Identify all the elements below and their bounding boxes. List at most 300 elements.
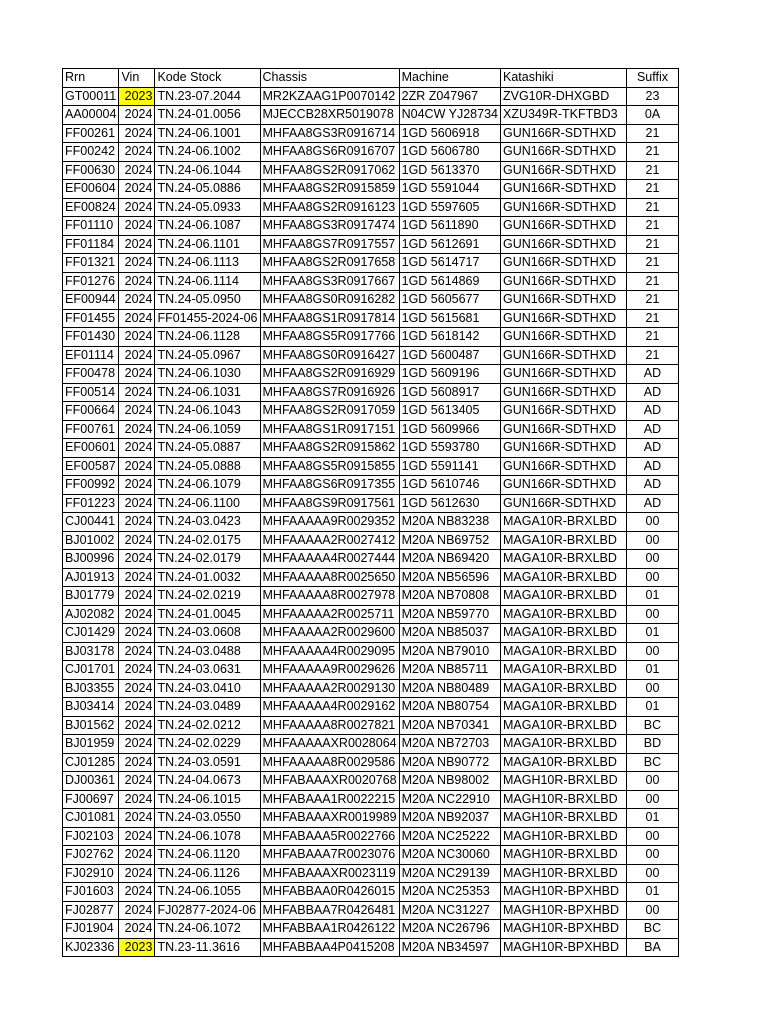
katashiki-cell: GUN166R-SDTHXD	[500, 124, 626, 143]
katashiki-cell: GUN166R-SDTHXD	[500, 383, 626, 402]
chassis-cell: MHFAAAAA2R0025711	[260, 605, 399, 624]
table-row	[63, 513, 679, 532]
vin-cell: 2024	[119, 846, 155, 865]
vin-cell: 2024	[119, 679, 155, 698]
katashiki-cell: MAGA10R-BRXLBD	[500, 624, 626, 643]
kode-stock-cell: TN.24-06.1128	[155, 328, 260, 347]
table-row	[63, 735, 679, 754]
katashiki-cell: GUN166R-SDTHXD	[500, 235, 626, 254]
rrn-cell: EF00944	[63, 291, 119, 310]
suffix-cell: BC	[626, 753, 678, 772]
vin-cell: 2024	[119, 809, 155, 828]
machine-cell: 1GD 5613405	[399, 402, 500, 421]
vin-cell: 2024	[119, 254, 155, 273]
katashiki-cell: MAGA10R-BRXLBD	[500, 716, 626, 735]
rrn-cell: BJ00996	[63, 550, 119, 569]
chassis-cell: MHFAAAAA9R0029626	[260, 661, 399, 680]
table-row	[63, 457, 679, 476]
vin-cell: 2024	[119, 272, 155, 291]
chassis-cell: MHFAA8GS9R0917561	[260, 494, 399, 513]
kode-stock-cell: TN.24-05.0888	[155, 457, 260, 476]
kode-stock-cell: TN.24-06.1059	[155, 420, 260, 439]
rrn-cell: AA00004	[63, 106, 119, 125]
chassis-cell: MHFAA8GS1R0917814	[260, 309, 399, 328]
table-row	[63, 605, 679, 624]
suffix-cell: AD	[626, 476, 678, 495]
chassis-cell: MHFABBAA0R0426015	[260, 883, 399, 902]
suffix-cell: 21	[626, 272, 678, 291]
machine-cell: M20A NC31227	[399, 901, 500, 920]
chassis-cell: MHFAA8GS6R0917355	[260, 476, 399, 495]
machine-cell: M20A NB56596	[399, 568, 500, 587]
kode-stock-cell: TN.24-06.1113	[155, 254, 260, 273]
table-row	[63, 587, 679, 606]
katashiki-cell: GUN166R-SDTHXD	[500, 346, 626, 365]
kode-stock-cell: TN.24-02.0175	[155, 531, 260, 550]
vin-cell: 2024	[119, 901, 155, 920]
table-row	[63, 661, 679, 680]
vin-cell: 2024	[119, 827, 155, 846]
kode-stock-cell: TN.24-02.0219	[155, 587, 260, 606]
vin-cell: 2024	[119, 143, 155, 162]
vin-cell: 2024	[119, 328, 155, 347]
kode-stock-cell: TN.24-02.0229	[155, 735, 260, 754]
rrn-cell: FF00761	[63, 420, 119, 439]
header-vin: Vin	[119, 69, 155, 88]
chassis-cell: MHFAA8GS5R0917766	[260, 328, 399, 347]
kode-stock-cell: TN.24-04.0673	[155, 772, 260, 791]
suffix-cell: 00	[626, 846, 678, 865]
rrn-cell: CJ01285	[63, 753, 119, 772]
rrn-cell: BJ03355	[63, 679, 119, 698]
vin-cell: 2024	[119, 790, 155, 809]
suffix-cell: 21	[626, 217, 678, 236]
suffix-cell: 00	[626, 642, 678, 661]
header-chassis: Chassis	[260, 69, 399, 88]
vin-cell: 2024	[119, 198, 155, 217]
rrn-cell: BJ03178	[63, 642, 119, 661]
vin-cell: 2024	[119, 587, 155, 606]
vin-cell: 2024	[119, 106, 155, 125]
machine-cell: M20A NB90772	[399, 753, 500, 772]
table-row	[63, 846, 679, 865]
vin-cell: 2024	[119, 531, 155, 550]
katashiki-cell: ZVG10R-DHXGBD	[500, 87, 626, 106]
kode-stock-cell: TN.24-03.0410	[155, 679, 260, 698]
chassis-cell: MHFABBAA1R0426122	[260, 920, 399, 939]
katashiki-cell: MAGA10R-BRXLBD	[500, 642, 626, 661]
rrn-cell: FF00242	[63, 143, 119, 162]
table-row	[63, 568, 679, 587]
suffix-cell: BC	[626, 920, 678, 939]
suffix-cell: 01	[626, 809, 678, 828]
kode-stock-cell: TN.24-05.0950	[155, 291, 260, 310]
machine-cell: 1GD 5612630	[399, 494, 500, 513]
suffix-cell: 21	[626, 235, 678, 254]
katashiki-cell: GUN166R-SDTHXD	[500, 420, 626, 439]
kode-stock-cell: TN.24-06.1101	[155, 235, 260, 254]
vin-cell: 2024	[119, 513, 155, 532]
katashiki-cell: GUN166R-SDTHXD	[500, 217, 626, 236]
table-row	[63, 531, 679, 550]
kode-stock-cell: TN.24-06.1031	[155, 383, 260, 402]
katashiki-cell: MAGH10R-BPXHBD	[500, 901, 626, 920]
vin-cell: 2024	[119, 716, 155, 735]
suffix-cell: AD	[626, 439, 678, 458]
table-row	[63, 494, 679, 513]
katashiki-cell: MAGA10R-BRXLBD	[500, 735, 626, 754]
vin-cell: 2023	[119, 938, 155, 957]
machine-cell: 1GD 5618142	[399, 328, 500, 347]
machine-cell: N04CW YJ28734	[399, 106, 500, 125]
machine-cell: 1GD 5614717	[399, 254, 500, 273]
chassis-cell: MHFABBAA4P0415208	[260, 938, 399, 957]
suffix-cell: BD	[626, 735, 678, 754]
vin-cell: 2024	[119, 309, 155, 328]
machine-cell: 1GD 5614869	[399, 272, 500, 291]
vin-cell: 2024	[119, 420, 155, 439]
chassis-cell: MHFAA8GS2R0915862	[260, 439, 399, 458]
katashiki-cell: MAGH10R-BPXHBD	[500, 883, 626, 902]
vin-cell: 2024	[119, 235, 155, 254]
katashiki-cell: MAGH10R-BRXLBD	[500, 846, 626, 865]
table-row	[63, 161, 679, 180]
rrn-cell: CJ01701	[63, 661, 119, 680]
rrn-cell: BJ01779	[63, 587, 119, 606]
rrn-cell: FF01276	[63, 272, 119, 291]
vin-cell: 2024	[119, 124, 155, 143]
header-row	[63, 69, 679, 88]
katashiki-cell: MAGA10R-BRXLBD	[500, 550, 626, 569]
table-row	[63, 383, 679, 402]
table-row	[63, 809, 679, 828]
machine-cell: M20A NB80489	[399, 679, 500, 698]
table-row	[63, 420, 679, 439]
kode-stock-cell: TN.24-02.0212	[155, 716, 260, 735]
rrn-cell: FF00664	[63, 402, 119, 421]
rrn-cell: EF01114	[63, 346, 119, 365]
machine-cell: 1GD 5612691	[399, 235, 500, 254]
katashiki-cell: MAGA10R-BRXLBD	[500, 513, 626, 532]
header-kode-stock: Kode Stock	[155, 69, 260, 88]
vin-cell: 2024	[119, 642, 155, 661]
kode-stock-cell: TN.24-05.0886	[155, 180, 260, 199]
katashiki-cell: GUN166R-SDTHXD	[500, 198, 626, 217]
rrn-cell: FJ02877	[63, 901, 119, 920]
machine-cell: M20A NB83238	[399, 513, 500, 532]
kode-stock-cell: TN.24-05.0887	[155, 439, 260, 458]
table-row	[63, 920, 679, 939]
suffix-cell: 00	[626, 605, 678, 624]
rrn-cell: AJ02082	[63, 605, 119, 624]
rrn-cell: BJ01002	[63, 531, 119, 550]
machine-cell: M20A NC25222	[399, 827, 500, 846]
kode-stock-cell: TN.24-05.0967	[155, 346, 260, 365]
vin-cell: 2024	[119, 180, 155, 199]
table-row	[63, 198, 679, 217]
suffix-cell: 00	[626, 513, 678, 532]
table-row	[63, 753, 679, 772]
rrn-cell: EF00587	[63, 457, 119, 476]
kode-stock-cell: TN.24-03.0608	[155, 624, 260, 643]
vin-cell: 2023	[119, 87, 155, 106]
chassis-cell: MHFAA8GS5R0915855	[260, 457, 399, 476]
table-row	[63, 365, 679, 384]
kode-stock-cell: TN.23-11.3616	[155, 938, 260, 957]
vin-cell: 2024	[119, 383, 155, 402]
suffix-cell: 0A	[626, 106, 678, 125]
suffix-cell: 01	[626, 624, 678, 643]
chassis-cell: MHFABAAAXR0019989	[260, 809, 399, 828]
suffix-cell: 00	[626, 864, 678, 883]
rrn-cell: DJ00361	[63, 772, 119, 791]
machine-cell: 1GD 5615681	[399, 309, 500, 328]
suffix-cell: AD	[626, 402, 678, 421]
kode-stock-cell: TN.24-01.0056	[155, 106, 260, 125]
rrn-cell: FF01184	[63, 235, 119, 254]
table-row	[63, 624, 679, 643]
suffix-cell: 23	[626, 87, 678, 106]
suffix-cell: 21	[626, 328, 678, 347]
kode-stock-cell: TN.24-06.1055	[155, 883, 260, 902]
rrn-cell: FJ02103	[63, 827, 119, 846]
machine-cell: M20A NB59770	[399, 605, 500, 624]
chassis-cell: MHFAAAAA4R0029162	[260, 698, 399, 717]
table-row	[63, 254, 679, 273]
vin-cell: 2024	[119, 476, 155, 495]
suffix-cell: 01	[626, 661, 678, 680]
katashiki-cell: MAGH10R-BRXLBD	[500, 790, 626, 809]
table-row	[63, 679, 679, 698]
vin-cell: 2024	[119, 291, 155, 310]
rrn-cell: FJ02762	[63, 846, 119, 865]
chassis-cell: MHFAA8GS2R0915859	[260, 180, 399, 199]
kode-stock-cell: TN.24-03.0423	[155, 513, 260, 532]
machine-cell: 1GD 5597605	[399, 198, 500, 217]
chassis-cell: MHFAA8GS1R0917151	[260, 420, 399, 439]
chassis-cell: MHFAA8GS6R0916707	[260, 143, 399, 162]
rrn-cell: EF00604	[63, 180, 119, 199]
kode-stock-cell: TN.24-06.1002	[155, 143, 260, 162]
chassis-cell: MHFABAAAXR0023119	[260, 864, 399, 883]
chassis-cell: MHFAAAAA8R0027978	[260, 587, 399, 606]
kode-stock-cell: TN.24-03.0489	[155, 698, 260, 717]
katashiki-cell: MAGH10R-BRXLBD	[500, 809, 626, 828]
vin-cell: 2024	[119, 698, 155, 717]
machine-cell: M20A NC22910	[399, 790, 500, 809]
suffix-cell: 00	[626, 790, 678, 809]
kode-stock-cell: TN.24-06.1030	[155, 365, 260, 384]
kode-stock-cell: TN.24-06.1015	[155, 790, 260, 809]
katashiki-cell: MAGA10R-BRXLBD	[500, 587, 626, 606]
vin-cell: 2024	[119, 753, 155, 772]
machine-cell: 1GD 5605677	[399, 291, 500, 310]
rrn-cell: FF00630	[63, 161, 119, 180]
header-katashiki: Katashiki	[500, 69, 626, 88]
suffix-cell: 21	[626, 124, 678, 143]
katashiki-cell: GUN166R-SDTHXD	[500, 143, 626, 162]
table-row	[63, 106, 679, 125]
chassis-cell: MHFABAAA1R0022215	[260, 790, 399, 809]
machine-cell: M20A NB85711	[399, 661, 500, 680]
table-row	[63, 772, 679, 791]
chassis-cell: MHFABAAA7R0023076	[260, 846, 399, 865]
katashiki-cell: MAGH10R-BRXLBD	[500, 864, 626, 883]
vin-cell: 2024	[119, 402, 155, 421]
table-row	[63, 124, 679, 143]
suffix-cell: 21	[626, 309, 678, 328]
chassis-cell: MHFAAAAA4R0027444	[260, 550, 399, 569]
suffix-cell: 00	[626, 531, 678, 550]
machine-cell: 1GD 5610746	[399, 476, 500, 495]
vin-cell: 2024	[119, 735, 155, 754]
chassis-cell: MHFAA8GS7R0916926	[260, 383, 399, 402]
chassis-cell: MHFAA8GS3R0917474	[260, 217, 399, 236]
katashiki-cell: GUN166R-SDTHXD	[500, 254, 626, 273]
suffix-cell: 00	[626, 568, 678, 587]
vin-cell: 2024	[119, 365, 155, 384]
kode-stock-cell: TN.23-07.2044	[155, 87, 260, 106]
rrn-cell: FF00514	[63, 383, 119, 402]
rrn-cell: KJ02336	[63, 938, 119, 957]
stock-table	[62, 68, 679, 957]
chassis-cell: MHFAAAAA8R0025650	[260, 568, 399, 587]
vin-cell: 2024	[119, 605, 155, 624]
table-row	[63, 328, 679, 347]
machine-cell: 1GD 5613370	[399, 161, 500, 180]
suffix-cell: BA	[626, 938, 678, 957]
rrn-cell: FF01455	[63, 309, 119, 328]
kode-stock-cell: TN.24-03.0550	[155, 809, 260, 828]
table-row	[63, 901, 679, 920]
katashiki-cell: GUN166R-SDTHXD	[500, 365, 626, 384]
table-row	[63, 291, 679, 310]
rrn-cell: FJ00697	[63, 790, 119, 809]
suffix-cell: 21	[626, 180, 678, 199]
table-row	[63, 272, 679, 291]
kode-stock-cell: TN.24-03.0488	[155, 642, 260, 661]
rrn-cell: FF01223	[63, 494, 119, 513]
chassis-cell: MHFAA8GS2R0917658	[260, 254, 399, 273]
katashiki-cell: GUN166R-SDTHXD	[500, 494, 626, 513]
rrn-cell: BJ01562	[63, 716, 119, 735]
kode-stock-cell: FF01455-2024-06	[155, 309, 260, 328]
machine-cell: M20A NC30060	[399, 846, 500, 865]
machine-cell: 1GD 5606780	[399, 143, 500, 162]
suffix-cell: 21	[626, 143, 678, 162]
vin-cell: 2024	[119, 624, 155, 643]
suffix-cell: 01	[626, 587, 678, 606]
vin-cell: 2024	[119, 161, 155, 180]
kode-stock-cell: TN.24-05.0933	[155, 198, 260, 217]
rrn-cell: FF01430	[63, 328, 119, 347]
chassis-cell: MHFAA8GS2R0917062	[260, 161, 399, 180]
suffix-cell: AD	[626, 457, 678, 476]
chassis-cell: MHFAAAAA2R0029600	[260, 624, 399, 643]
table-row	[63, 642, 679, 661]
machine-cell: M20A NB98002	[399, 772, 500, 791]
rrn-cell: FF01110	[63, 217, 119, 236]
machine-cell: 1GD 5591141	[399, 457, 500, 476]
kode-stock-cell: TN.24-02.0179	[155, 550, 260, 569]
katashiki-cell: MAGA10R-BRXLBD	[500, 679, 626, 698]
machine-cell: 1GD 5600487	[399, 346, 500, 365]
katashiki-cell: GUN166R-SDTHXD	[500, 328, 626, 347]
machine-cell: M20A NB70808	[399, 587, 500, 606]
machine-cell: 1GD 5606918	[399, 124, 500, 143]
suffix-cell: 00	[626, 550, 678, 569]
machine-cell: M20A NC26796	[399, 920, 500, 939]
katashiki-cell: XZU349R-TKFTBD3	[500, 106, 626, 125]
suffix-cell: 21	[626, 198, 678, 217]
chassis-cell: MHFAAAAA8R0027821	[260, 716, 399, 735]
rrn-cell: FJ01603	[63, 883, 119, 902]
chassis-cell: MHFAA8GS2R0917059	[260, 402, 399, 421]
kode-stock-cell: TN.24-06.1044	[155, 161, 260, 180]
table-row	[63, 827, 679, 846]
katashiki-cell: MAGA10R-BRXLBD	[500, 568, 626, 587]
machine-cell: 2ZR Z047967	[399, 87, 500, 106]
chassis-cell: MHFABAAAXR0020768	[260, 772, 399, 791]
rrn-cell: FF00261	[63, 124, 119, 143]
kode-stock-cell: TN.24-06.1072	[155, 920, 260, 939]
kode-stock-cell: FJ02877-2024-06	[155, 901, 260, 920]
chassis-cell: MHFABBAA7R0426481	[260, 901, 399, 920]
suffix-cell: AD	[626, 365, 678, 384]
machine-cell: 1GD 5609196	[399, 365, 500, 384]
chassis-cell: MHFAA8GS0R0916282	[260, 291, 399, 310]
katashiki-cell: MAGH10R-BPXHBD	[500, 920, 626, 939]
machine-cell: M20A NB92037	[399, 809, 500, 828]
kode-stock-cell: TN.24-01.0045	[155, 605, 260, 624]
chassis-cell: MHFABAAA5R0022766	[260, 827, 399, 846]
table-row	[63, 864, 679, 883]
katashiki-cell: GUN166R-SDTHXD	[500, 476, 626, 495]
katashiki-cell: GUN166R-SDTHXD	[500, 272, 626, 291]
machine-cell: M20A NB69752	[399, 531, 500, 550]
header-machine: Machine	[399, 69, 500, 88]
katashiki-cell: GUN166R-SDTHXD	[500, 291, 626, 310]
kode-stock-cell: TN.24-06.1043	[155, 402, 260, 421]
vin-cell: 2024	[119, 494, 155, 513]
chassis-cell: MHFAA8GS7R0917557	[260, 235, 399, 254]
kode-stock-cell: TN.24-06.1078	[155, 827, 260, 846]
machine-cell: 1GD 5593780	[399, 439, 500, 458]
suffix-cell: 01	[626, 698, 678, 717]
katashiki-cell: MAGA10R-BRXLBD	[500, 605, 626, 624]
chassis-cell: MHFAAAAA2R0029130	[260, 679, 399, 698]
table-row	[63, 217, 679, 236]
suffix-cell: AD	[626, 494, 678, 513]
machine-cell: 1GD 5609966	[399, 420, 500, 439]
machine-cell: M20A NB70341	[399, 716, 500, 735]
rrn-cell: AJ01913	[63, 568, 119, 587]
machine-cell: M20A NB80754	[399, 698, 500, 717]
table-row	[63, 476, 679, 495]
rrn-cell: FJ02910	[63, 864, 119, 883]
kode-stock-cell: TN.24-06.1079	[155, 476, 260, 495]
kode-stock-cell: TN.24-06.1087	[155, 217, 260, 236]
suffix-cell: 21	[626, 161, 678, 180]
table-row	[63, 235, 679, 254]
chassis-cell: MHFAAAAA4R0029095	[260, 642, 399, 661]
kode-stock-cell: TN.24-06.1120	[155, 846, 260, 865]
vin-cell: 2024	[119, 772, 155, 791]
table-row	[63, 309, 679, 328]
vin-cell: 2024	[119, 550, 155, 569]
header-suffix: Suffix	[626, 69, 678, 88]
vin-cell: 2024	[119, 217, 155, 236]
